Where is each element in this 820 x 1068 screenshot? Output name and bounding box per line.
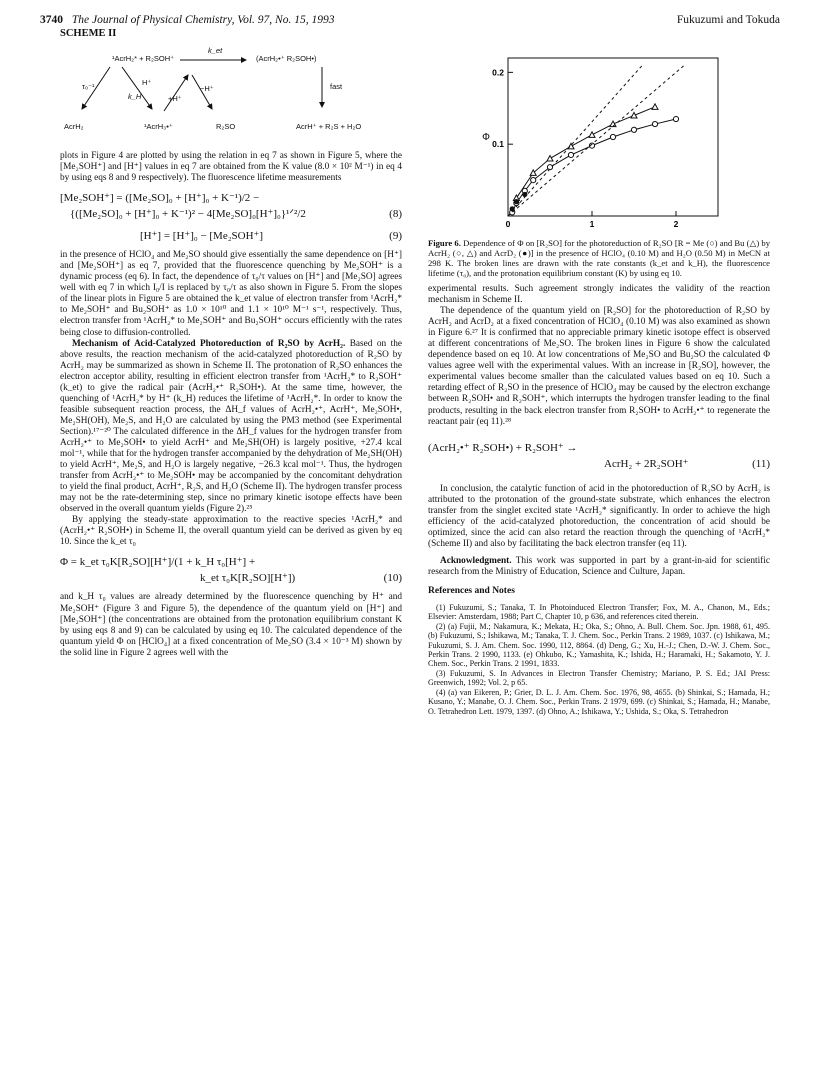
scheme-diagram: [60, 43, 402, 151]
dashed-line: [508, 65, 684, 216]
reference-item: (3) Fukuzumi, S. In Advances in Electron Transfer Chemistry; Mariano, P. S. Ed.; JAI Press: Greenwich, 1992; Vol. 2, p 65.: [428, 668, 770, 688]
scheme-h-plus: H⁺: [142, 78, 152, 88]
caption-label: Figure 6.: [428, 238, 461, 248]
y-tick-label: 0.2: [492, 67, 504, 78]
equation-line: [H⁺] = [H⁺]₀ − [Me₂SOH⁺]: [140, 230, 264, 243]
acknowledgment: [428, 556, 770, 578]
dashed-line: [508, 65, 642, 216]
data-point-circle: [631, 127, 636, 132]
equation-row: [428, 456, 770, 472]
right-column: [428, 38, 770, 716]
ack-heading: Acknowledgment.: [440, 555, 512, 566]
data-point-filled: [522, 192, 527, 197]
equation-10: [60, 554, 402, 586]
figure-6: [428, 38, 770, 234]
running-authors: Fukuzumi and Tokuda: [676, 14, 780, 26]
data-point-circle: [673, 116, 678, 121]
equation-8: [60, 190, 402, 244]
data-point-triangle: [589, 132, 595, 138]
data-point-triangle: [652, 104, 658, 110]
fit-curve: [512, 119, 676, 212]
scheme-kh: k_H: [128, 92, 142, 102]
data-point-circle: [610, 134, 615, 139]
paragraph-text: Based on the above results, the reaction mechanism of the acid-catalyzed photoreduction of R₂SO by AcrH₂ may be summarized as shown in Scheme II. The protonation of R₂SO enhances the electron acceptor ability, resulting in efficient electron transfer from ¹AcrH₂* to R₂SOH⁺ (k_et) to give the radical pair (AcrH₂•⁺ R₂SOH•). At the same time, however, the quenching of ¹AcrH₂* by H⁺ (k_H) reduces the lifetime of ¹AcrH₂*. In order to know the feasible subsequent reaction process, the ΔH_f values of AcrH₂•⁺, AcrH⁺, Me₂SOH•, Me₂SH(OH), Me₂S, and H₂O are calculated by using the PM3 method (see Experimental Section).¹⁷⁻²⁰ The calculated difference in the ΔH_f values for the hydrogen transfer from AcrH₂•⁺ to Me₂SOH• to yield AcrH⁺ and Me₂SH(OH) is largely positive, +27.4 kcal mol⁻¹, while that for the hydrogen transfer accompanied by the dehydration of Me₂SH(OH) to yield AcrH⁺, Me₂S, and H₂O is largely negative, −26.3 kcal mol⁻¹. Thus, the hydrogen transfer from AcrH₂•⁺ to Me₂SOH• may be accompanied by the concomitant dehydration to yield the final product, AcrH⁺, R₂S, and H₂O (Scheme II). The hydrogen transfer process may not be the rate-determining step, since no primary kinetic isotope effects have been observed in the overall quantum yields (Figure 2).²⁵: [60, 338, 402, 515]
x-tick-label: 0: [505, 219, 511, 229]
paragraph: By applying the steady-state approximation to the reactive species ¹AcrH₂* and (AcrH₂•⁺ R₂SOH•) in Scheme II, the overall quantum yield can be derived as given by eq 10. Since the k_et τ₀: [60, 515, 402, 548]
y-tick-label: 0.1: [492, 139, 504, 150]
section-heading: Mechanism of Acid-Catalyzed Photoreduction of R₂SO by AcrH₂.: [72, 338, 346, 349]
scheme-complex: (AcrH₂•⁺ R₂SOH•): [256, 54, 317, 64]
scheme-title: SCHEME II: [60, 28, 117, 39]
equation-line: k_et τ₀K[R₂SO][H⁺]): [200, 572, 296, 585]
equation-9: [60, 228, 402, 244]
data-point-filled: [514, 199, 519, 204]
journal-citation: The Journal of Physical Chemistry, Vol. 97, No. 15, 1993: [71, 14, 335, 26]
scheme-acrh2: AcrH₂: [64, 122, 84, 132]
left-column: [60, 28, 402, 659]
scheme-products: AcrH⁺ + R₂S + H₂O: [296, 122, 362, 132]
paragraph: The dependence of the quantum yield on [R₂SO] for the photoreduction of R₂SO by AcrH₂ and AcrD₂ at a fixed concentration of HClO₄ (0.10 M) was also examined as shown in Figure 6.²⁷ It is confirmed that no appreciable primary kinetic isotope effect is observed at different concentrations of Me₂SO. The broken lines in Figure 6 show the calculated dependence based on eq 10. At low concentrations of Me₂SO and Bu₂SO the calculated Φ values agree well with the experimental values. With an increase in [R₂SO], however, the experimental values become smaller than the calculated values based on eq 10. Such a retarding effect of R₂SO in the presence of HClO₄ may be caused by the electron exchange between R₂SOH• and R₂SOH⁺, which interrupts the hydrogen transfer leading to the final products, resulting in the back electron transfer from R₂SOH• to AcrH₂•⁺ to regenerate the reactant pair (eq 11).²⁸: [428, 306, 770, 427]
equation-number: (8): [389, 208, 402, 221]
paragraph: plots in Figure 4 are plotted by using the relation in eq 7 as shown in Figure 5, where the [Me₂SOH⁺] and [H⁺] values in eq 7 are obtained from the K value (8.0 × 10² M⁻¹) in eq 4 by using eqs 8 and 9 respectively). The fluorescence lifetime measurements: [60, 151, 402, 184]
equation-number: (11): [752, 457, 770, 470]
paragraph: experimental results. Such agreement strongly indicates the validity of the reaction mechanism in Scheme II.: [428, 284, 770, 306]
scheme-plus-h: +H⁺: [168, 94, 182, 104]
y-axis-label: Φ: [482, 132, 490, 143]
data-point-circle: [531, 177, 536, 182]
equation-line: (AcrH₂•⁺ R₂SOH•) + R₂SOH⁺ →: [428, 441, 578, 454]
paragraph: and k_H τ₀ values are already determined by the fluorescence quenching by H⁺ and Me₂SOH⁺ (Figure 3 and Figure 5), the dependence of the quantum yield on [H⁺] and [Me₂SOH⁺] (the concentrations are obtained from the protonation equilibrium constant K by using eqs 8 and 9) can be calculated by using eq 10. The calculated dependence of the quantum yield Φ on [HClO₄] at a fixed concentration of Me₂SO (3.4 × 10⁻³ M) shown by the solid line in Figure 2 agrees well with the: [60, 592, 402, 658]
scheme-fast: fast: [330, 82, 343, 92]
figure-caption: [428, 238, 770, 278]
equation-row: [60, 570, 402, 586]
scheme-r2so: R₂SO: [216, 122, 236, 132]
data-point-triangle: [631, 112, 637, 118]
equation-line: AcrH₂ + 2R₂SOH⁺: [604, 457, 689, 470]
scheme-minus-h: −H⁺: [200, 84, 214, 94]
ack-text: This work was supported in part by a grant-in-aid for scientific research from the Ministry of Education, Science and Culture, Japan.: [428, 555, 770, 577]
x-tick-label: 1: [589, 219, 595, 229]
scheme-acrh3: ¹AcrH₃•⁺: [144, 122, 173, 132]
equation-line: [Me₂SOH⁺] = ([Me₂SO]₀ + [H⁺]₀ + K⁻¹)/2 −: [60, 192, 260, 205]
fit-curve: [516, 107, 655, 198]
caption-text: Dependence of Φ on [R₂SO] for the photoreduction of R₂SO [R = Me (○) and Bu (△) by AcrH₂ (○, △) and AcrD₂ (●)] in the presence of HClO₄ (0.10 M) and H₂O (0.50 M) in MeCN at 298 K. The broken lines are drawn with the rate constants (k_et and k_H), the fluorescence lifetime (τ₀), and the protonation equilibrium constant (K) by using eq 10.: [428, 238, 771, 278]
x-tick-label: 2: [673, 219, 679, 229]
scheme-k-et: k_et: [208, 46, 223, 56]
data-point-circle: [568, 152, 573, 157]
data-point-circle: [652, 121, 657, 126]
paragraph: [60, 339, 402, 516]
references-list: [428, 603, 770, 716]
equation-line: Φ = k_et τ₀K[R₂SO][H⁺]/(1 + k_H τ₀[H⁺] +: [60, 556, 256, 569]
paragraph: In conclusion, the catalytic function of acid in the photoreduction of R₂SO by AcrH₂ is attributed to the protonation of the ground-state substrate, which enhances the electron transfer from the singlet excited state ¹AcrH₂* significantly. In order to achieve the high efficiency of the acid-catalyzed photoreduction, the concentration of acid should be optimized, since the acid can also retard the reaction through the quenching of ¹AcrH₂* (Scheme II) and also by facilitating the back electron transfer (eq 11).: [428, 483, 770, 549]
page-number: 3740: [40, 14, 63, 26]
equation-row: [60, 206, 402, 222]
equation-number: (10): [383, 572, 402, 585]
data-point-triangle: [547, 156, 553, 162]
reference-item: (4) (a) van Eikeren, P.; Grier, D. L. J. Am. Chem. Soc. 1976, 98, 4655. (b) Shinkai, S.; Hamada, H.; Kusano, Y.; Manabe, O. J. Chem. Soc., Perkin Trans. 2 1979, 699. (c) Shinkai, S.; Hamada, H.; Manabe, O. Tetrahedron Lett. 1979, 1397. (d) Ohno, A.; Ishikawa, Y.; Ushida, S.; Oka, S. Tetrahedron: [428, 687, 770, 716]
reference-item: (1) Fukuzumi, S.; Tanaka, T. In Photoinduced Electron Transfer; Fox, M. A., Chanon, M., Eds.; Elsevier: Amsterdam, 1988; Part C, Chapter 10, p 636, and references cited therein.: [428, 603, 770, 622]
equation-line: {([Me₂SO]₀ + [H⁺]₀ + K⁻¹)² − 4[Me₂SO]₀[H⁺]₀}¹ᐟ²/2: [70, 208, 306, 221]
equation-number: (9): [389, 230, 402, 243]
paragraph: in the presence of HClO₄ and Me₂SO should give essentially the same dependence on [H⁺] and [Me₂SOH⁺] as eq 7, provided that the fluorescence quenching by Me₂SOH⁺ is a dynamic process (eq 6). In fact, the dependence of τ₀/τ values on [H⁺] and [Me₂SO] agrees well with eq 7 in which I₀/I is replaced by τ₀/τ as also shown in Figure 5. From the slopes of the linear plots in Figure 5 are obtained the k_et value of electron transfer from ¹AcrH₂* to Me₂SOH⁺ and Bu₂SOH⁺ as 1.0 × 10¹⁰ and 1.1 × 10¹⁰ M⁻¹ s⁻¹, respectively. Thus, electron transfer from ¹AcrH₂* to Me₂SOH⁺ and Bu₂SOH⁺ occurs efficiently with the rates being close to diffusion-controlled.: [60, 250, 402, 338]
reference-item: (2) (a) Fujii, M.; Nakamura, K.; Mekata, H.; Oka, S.; Ohno, A. Bull. Chem. Soc. Jpn. 1988, 61, 495. (b) Fukuzumi, S.; Ishikawa, M.; Tanaka, T. J. Chem. Soc., Perkin Trans. 2 1989, 1037. (c) Ishikawa, M.; Fukuzumi, S. J. Am. Chem. Soc. 1990, 112, 8864. (d) Deng, G.; Xu, H.-J.; Chen, D.-W. J. Chem. Soc., Perkin Trans. 2 1990, 1133. (e) Ohkubo, K.; Yamashita, K.; Ishida, H.; Haramaki, H.; Sakamoto, Y. J. Chem. Soc., Perkin Trans. 2 1991, 1833.: [428, 621, 770, 669]
references-title: References and Notes: [428, 585, 515, 596]
scheme-reactant: ¹AcrH₂* + R₂SOH⁺: [112, 54, 175, 64]
figure-6-chart: [428, 38, 770, 234]
data-point-circle: [547, 165, 552, 170]
scheme-tau: τ₀⁻¹: [82, 82, 95, 92]
equation-11: [428, 440, 770, 472]
